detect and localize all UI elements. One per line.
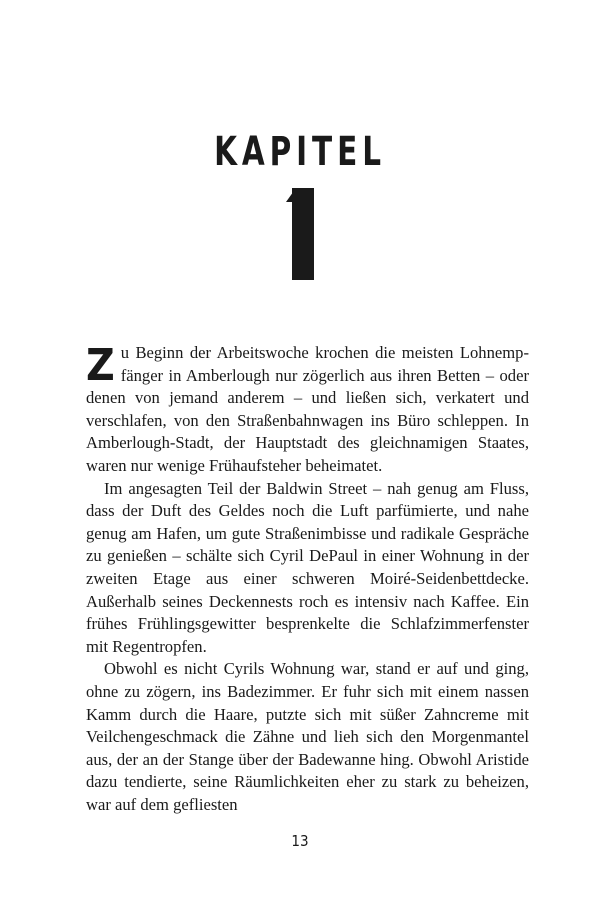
drop-cap: Z [86,340,115,391]
page-number: 13 [291,832,309,850]
chapter-number-text [270,188,330,280]
chapter-heading [0,128,600,188]
chapter-body-text [86,342,529,816]
paragraph-1 [86,342,529,478]
paragraph-3: Obwohl es nicht Cyrils Wohnung war, stand er auf und ging, ohne zu zögern, ins Badezimmer. Er fuhr sich mit einem nassen Kamm durch die Haare, putzte sich mit süßer Zahncreme mit Veilchengeschmack die Zähne und lieh sich den Morgenmantel aus, der an der Stange über der Badewanne hing. Obwohl Aristide dazu tendierte, seine Räumlichkeiten eher zu stark zu beheizen, war auf dem gefliesten [86,659,529,814]
chapter-label: KAPITEL [214,129,386,175]
paragraph-2: Im angesagten Teil der Baldwin Street – nah genug am Fluss, dass der Duft des Geldes noch die Luft parfümierte, und nahe genug am Hafen, um gute Straßenimbisse und radikale Gespräche zu genießen – schälte sich Cyril DePaul in einer Wohnung in der zweiten Etage aus einer schweren Moiré-Seidenbettdecke. Außerhalb seines Deckennests roch es intensiv nach Kaffee. Ein frühes Frühlingsgewitter besprenkelte die Schlafzimmerfenster mit Regentropfen. [86,478,529,656]
paragraph-1-text: u Beginn der Arbeitswoche krochen die meisten Lohnempfänger in Amberlough nur zögerlich aus ihren Betten – oder denen von jemand anderem – und ließen sich, verkatert und verschlafen, von den Straßenbahnwagen ins Büro schleppen. In Amberlough-Stadt, der Hauptstadt des gleichnamigen Staates, waren nur wenige Frühaufsteher beheimatet. [86,343,529,475]
